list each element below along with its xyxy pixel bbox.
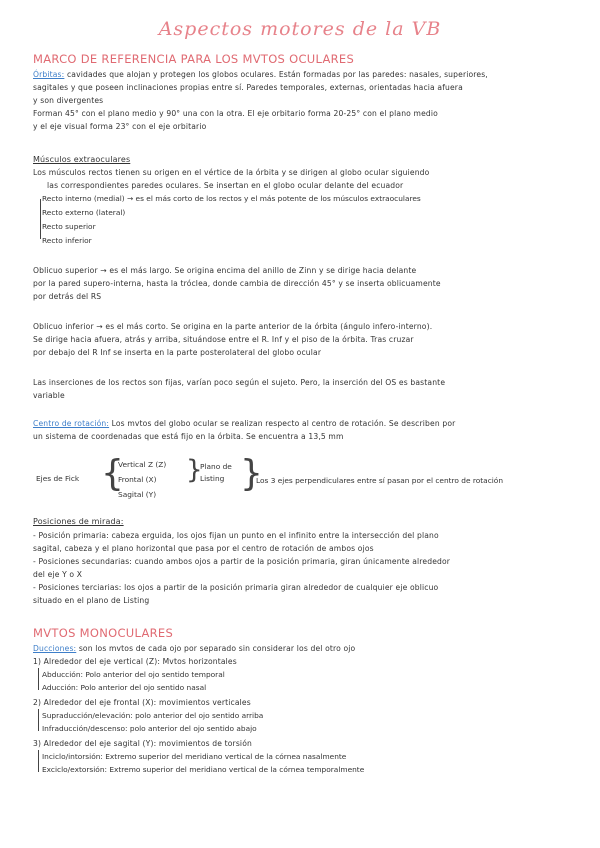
musculos-bracket (40, 199, 41, 239)
fick-axis-frontal: Frontal (X) (118, 475, 157, 484)
posiciones-line-2: sagital, cabeza y el plano horizontal que pasa por el centro de rotación de ambos ojos (33, 544, 374, 553)
fick-brace: { (101, 453, 124, 494)
page-title: Aspectos motores de la VB (158, 18, 442, 40)
fick-note: Los 3 ejes perpendiculares entre sí pasan por el centro de rotación (256, 476, 504, 485)
plane-brace: } (186, 455, 203, 485)
oblicuo-sup-line-2: por la pared supero-interna, hasta la tróclea, donde cambia de dirección 45° y se inserta oblicuamente (33, 279, 441, 288)
plane-label-1: Plano de (200, 462, 232, 471)
posiciones-line-1: - Posición primaria: cabeza erguida, los ojos fijan un punto en el infinito entre la intersección del plano (33, 531, 439, 540)
group-1-item-2: Aducción: Polo anterior del ojo sentido nasal (42, 683, 207, 692)
inserciones-line-1: Las inserciones de los rectos son fijas, varían poco según el sujeto. Pero, la inserción del OS es bastante (33, 378, 446, 387)
group-1-title: 1) Alrededor del eje vertical (Z): Mvtos horizontales (33, 657, 237, 666)
group-2-title: 2) Alrededor del eje frontal (X): movimientos verticales (33, 698, 251, 707)
group-2-item-1: Supraducción/elevación: polo anterior del ojo sentido arriba (42, 711, 264, 720)
ducciones-term: Ducciones: (33, 644, 77, 653)
fick-axis-vertical: Vertical Z (Z) (118, 460, 167, 469)
group-1-item-1: Abducción: Polo anterior del ojo sentido temporal (42, 670, 225, 679)
oblicuo-inf-line-2: Se dirige hacia afuera, atrás y arriba, situándose entre el R. Inf y el piso de la órbita. Tras cruzar (33, 335, 414, 344)
centro-line-2: un sistema de coordenadas que está fijo en la órbita. Se encuentra a 13,5 mm (33, 432, 344, 441)
ducciones-line: Ducciones: son los mvtos de cada ojo por separado sin considerar los del otro ojo (33, 644, 356, 653)
group-2-item-2: Infraducción/descenso: polo anterior del ojo sentido abajo (42, 724, 257, 733)
musculos-line-1: Los músculos rectos tienen su origen en el vértice de la órbita y se dirigen al globo ocular siguiendo (33, 168, 430, 177)
posiciones-line-4: del eje Y o X (33, 570, 83, 579)
musculo-item-3: Recto superior (42, 222, 96, 231)
orbitas-line-3: y son divergentes (33, 96, 104, 105)
posiciones-line-3: - Posiciones secundarias: cuando ambos ojos a partir de la posición primaria, giran únicamente alrededor (33, 557, 451, 566)
fick-label: Ejes de Fick (36, 474, 80, 483)
musculos-line-2: las correspondientes paredes oculares. Se insertan en el globo ocular delante del ecuador (47, 181, 404, 190)
section-heading-marco: MARCO DE REFERENCIA PARA LOS MVTOS OCULARES (33, 52, 355, 66)
group-3-bracket (38, 750, 39, 772)
musculos-heading: Músculos extraoculares (33, 155, 131, 164)
musculo-item-2: Recto externo (lateral) (42, 208, 126, 217)
group-2-bracket (38, 709, 39, 731)
group-1-bracket (38, 668, 39, 690)
posiciones-line-6: situado en el plano de Listing (33, 596, 150, 605)
orbitas-line-5: y el eje visual forma 23° con el eje orbitario (33, 122, 207, 131)
musculo-item-1: Recto interno (medial) → es el más corto de los rectos y el más potente de los músculos extraoculares (42, 194, 421, 203)
fick-close-brace: } (240, 453, 263, 494)
inserciones-line-2: variable (33, 391, 65, 400)
oblicuo-sup-line-1: Oblicuo superior → es el más largo. Se origina encima del anillo de Zinn y se dirige hacia delante (33, 266, 417, 275)
section-heading-monoculares: MVTOS MONOCULARES (33, 626, 174, 640)
group-3-title: 3) Alrededor del eje sagital (Y): movimientos de torsión (33, 739, 252, 748)
orbitas-line-4: Forman 45° con el plano medio y 90° una con la otra. El eje orbitario forma 20-25° con el plano medio (33, 109, 438, 118)
centro-line-1: Centro de rotación: Los mvtos del globo ocular se realizan respecto al centro de rotación. Se describen por (33, 419, 456, 428)
orbitas-line-1: Órbitas: cavidades que alojan y protegen los globos oculares. Están formadas por las paredes: nasales, superiores, (33, 70, 488, 79)
orbitas-term: Órbitas: (33, 70, 65, 79)
posiciones-heading: Posiciones de mirada: (33, 517, 124, 526)
centro-term: Centro de rotación: (33, 419, 110, 428)
group-3-item-2: Exciclo/extorsión: Extremo superior del meridiano vertical de la córnea temporalmente (42, 765, 365, 774)
posiciones-line-5: - Posiciones terciarias: los ojos a partir de la posición primaria giran alrededor de cualquier eje oblicuo (33, 583, 439, 592)
group-3-item-1: Inciclo/intorsión: Extremo superior del meridiano vertical de la córnea nasalmente (42, 752, 347, 761)
oblicuo-sup-line-3: por detrás del RS (33, 292, 102, 301)
orbitas-line-2: sagitales y que poseen inclinaciones propias entre sí. Paredes temporales, externas, orientadas hacia afuera (33, 83, 463, 92)
oblicuo-inf-line-3: por debajo del R Inf se inserta en la parte posterolateral del globo ocular (33, 348, 322, 357)
musculo-item-4: Recto inferior (42, 236, 92, 245)
plane-label-2: Listing (200, 474, 225, 483)
fick-axis-sagital: Sagital (Y) (118, 490, 157, 499)
oblicuo-inf-line-1: Oblicuo inferior → es el más corto. Se origina en la parte anterior de la órbita (ángulo infero-interno). (33, 322, 433, 331)
